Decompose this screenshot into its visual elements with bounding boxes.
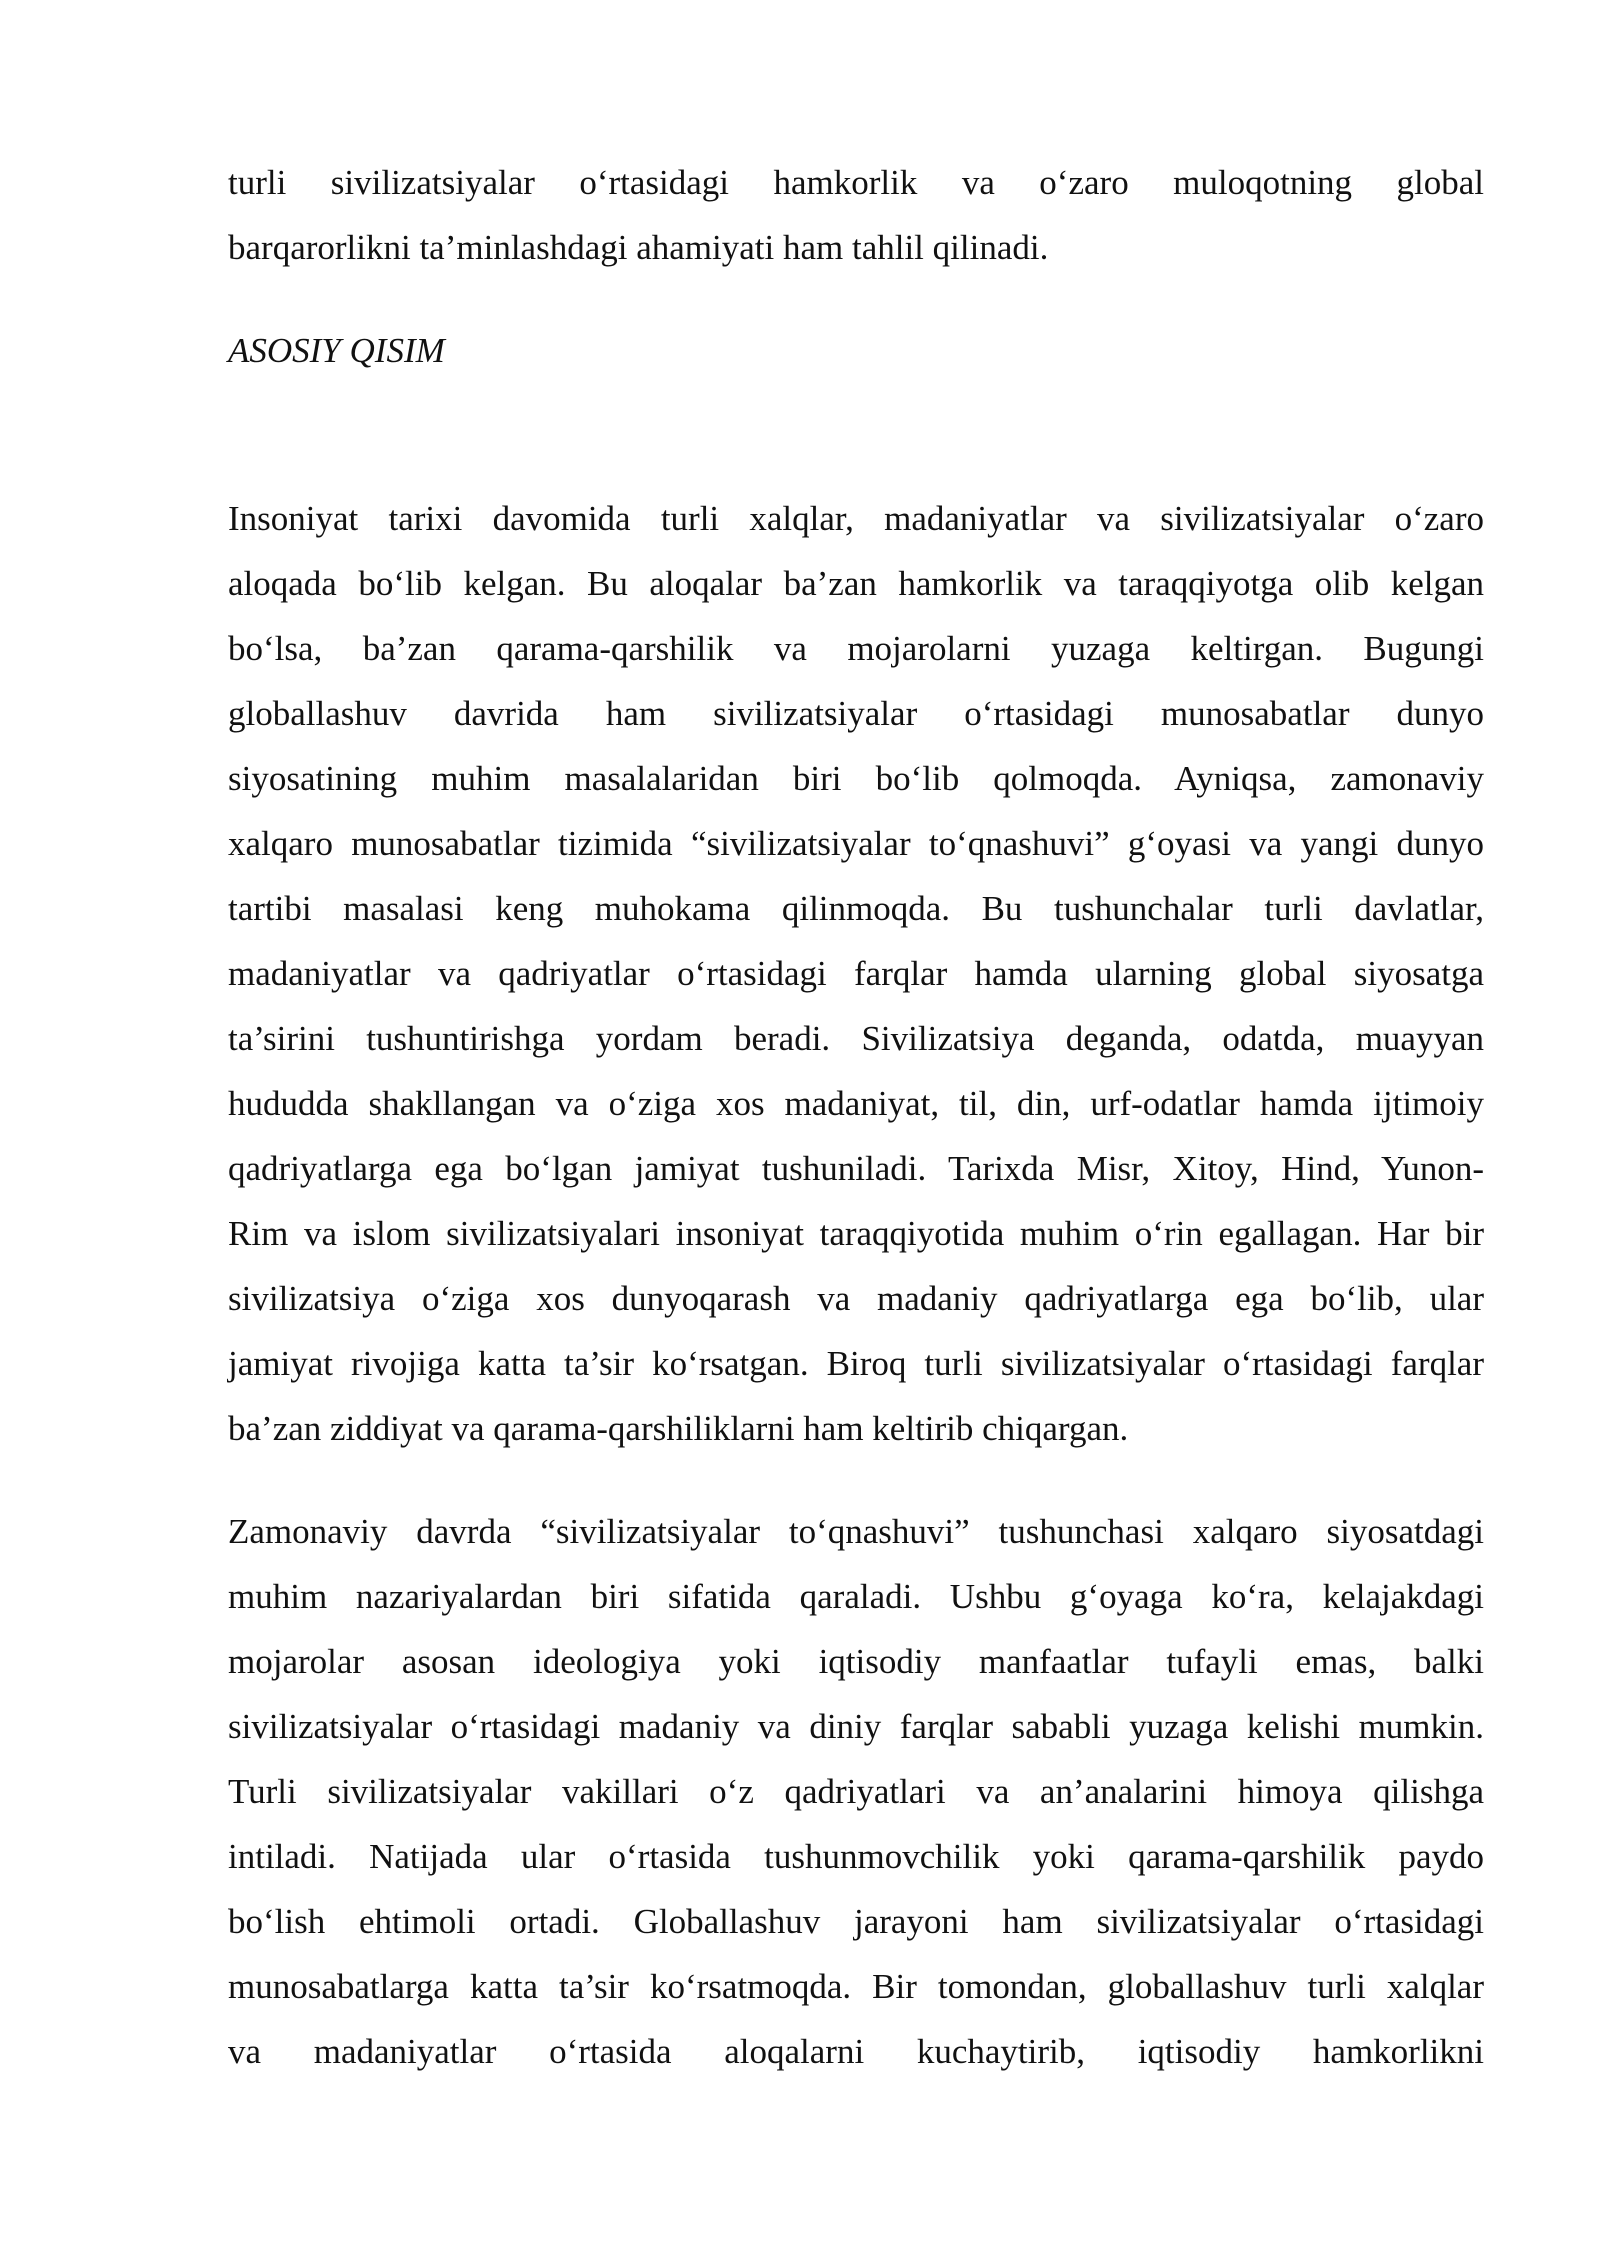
text-line: sivilizatsiyalar o‘rtasidagi madaniy va diniy farqlar sababli yuzaga kelishi mumkin.: [228, 1707, 1484, 1746]
text-line: barqarorlikni ta’minlashdagi ahamiyati ham tahlil qilinadi.: [228, 228, 1049, 267]
paragraph-main-2: [228, 1499, 1484, 2084]
text-line: ta’sirini tushuntirishga yordam beradi. Sivilizatsiya deganda, odatda, muayyan: [228, 1019, 1484, 1058]
text-line: aloqada bo‘lib kelgan. Bu aloqalar ba’zan hamkorlik va taraqqiyotga olib kelgan: [228, 564, 1484, 603]
text-line: xalqaro munosabatlar tizimida “sivilizatsiyalar to‘qnashuvi” g‘oyasi va yangi dunyo: [228, 824, 1484, 863]
text-line: jamiyat rivojiga katta ta’sir ko‘rsatgan. Biroq turli sivilizatsiyalar o‘rtasidagi farqlar: [228, 1344, 1484, 1383]
paragraph-intro-continued: [228, 150, 1484, 280]
text-line: sivilizatsiya o‘ziga xos dunyoqarash va madaniy qadriyatlarga ega bo‘lib, ular: [228, 1279, 1484, 1318]
text-line: globallashuv davrida ham sivilizatsiyalar o‘rtasidagi munosabatlar dunyo: [228, 694, 1484, 733]
text-line: muhim nazariyalardan biri sifatida qaraladi. Ushbu g‘oyaga ko‘ra, kelajakdagi: [228, 1577, 1484, 1616]
text-line: tartibi masalasi keng muhokama qilinmoqda. Bu tushunchalar turli davlatlar,: [228, 889, 1484, 928]
text-line: Insoniyat tarixi davomida turli xalqlar, madaniyatlar va sivilizatsiyalar o‘zaro: [228, 499, 1484, 538]
text-line: Rim va islom sivilizatsiyalari insoniyat taraqqiyotida muhim o‘rin egallagan. Har bir: [228, 1214, 1484, 1253]
text-line: bo‘lish ehtimoli ortadi. Globallashuv jarayoni ham sivilizatsiyalar o‘rtasidagi: [228, 1902, 1484, 1941]
text-line: qadriyatlarga ega bo‘lgan jamiyat tushuniladi. Tarixda Misr, Xitoy, Hind, Yunon-: [228, 1149, 1484, 1188]
text-line: turli sivilizatsiyalar o‘rtasidagi hamkorlik va o‘zaro muloqotning global: [228, 163, 1484, 202]
text-line: Zamonaviy davrda “sivilizatsiyalar to‘qnashuvi” tushunchasi xalqaro siyosatdagi: [228, 1512, 1484, 1551]
paragraph-main-1: [228, 486, 1484, 1461]
text-line: bo‘lsa, ba’zan qarama-qarshilik va mojarolarni yuzaga keltirgan. Bugungi: [228, 629, 1484, 668]
text-line: hududda shakllangan va o‘ziga xos madaniyat, til, din, urf-odatlar hamda ijtimoiy: [228, 1084, 1484, 1123]
section-heading: ASOSIY QISIM: [228, 331, 445, 370]
text-line: va madaniyatlar o‘rtasida aloqalarni kuchaytirib, iqtisodiy hamkorlikni: [228, 2032, 1484, 2071]
text-line: ba’zan ziddiyat va qarama-qarshiliklarni ham keltirib chiqargan.: [228, 1409, 1129, 1448]
text-line: madaniyatlar va qadriyatlar o‘rtasidagi farqlar hamda ularning global siyosatga: [228, 954, 1484, 993]
document-body: [228, 150, 1484, 2084]
text-line: Turli sivilizatsiyalar vakillari o‘z qadriyatlari va an’analarini himoya qilishga: [228, 1772, 1484, 1811]
text-line: intiladi. Natijada ular o‘rtasida tushunmovchilik yoki qarama-qarshilik paydo: [228, 1837, 1484, 1876]
text-line: siyosatining muhim masalalaridan biri bo‘lib qolmoqda. Ayniqsa, zamonaviy: [228, 759, 1484, 798]
text-line: munosabatlarga katta ta’sir ko‘rsatmoqda. Bir tomondan, globallashuv turli xalqlar: [228, 1967, 1484, 2006]
text-line: mojarolar asosan ideologiya yoki iqtisodiy manfaatlar tufayli emas, balki: [228, 1642, 1484, 1681]
